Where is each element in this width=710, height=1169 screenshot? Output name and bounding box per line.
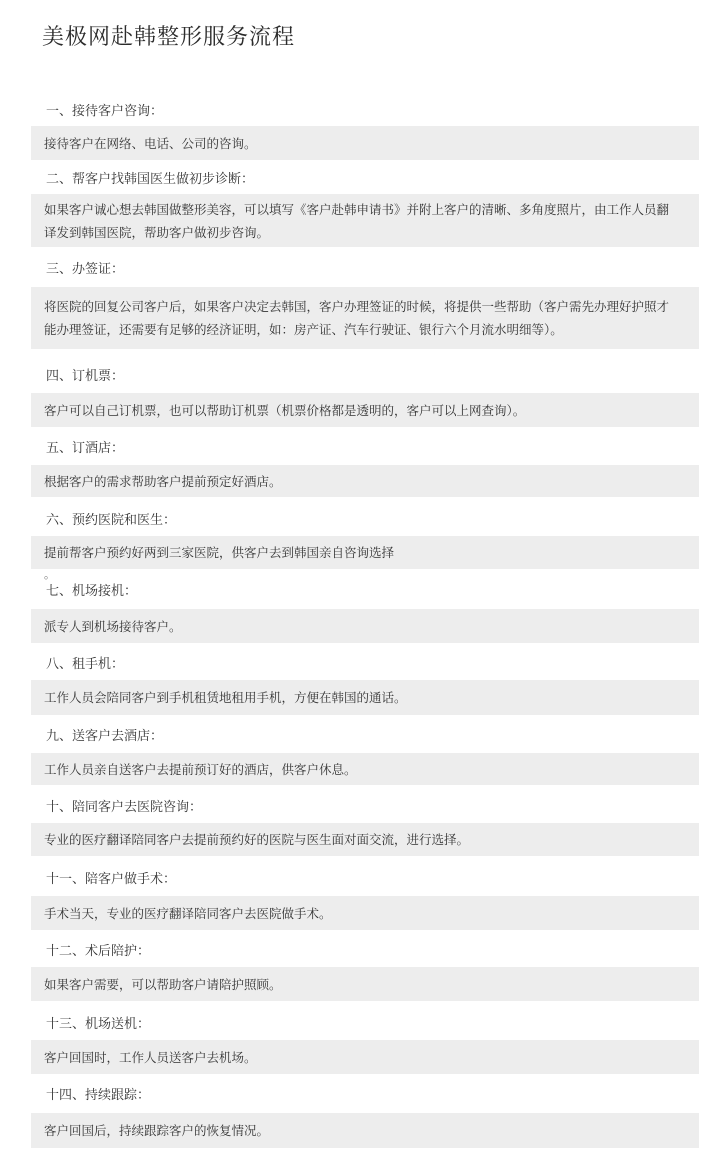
step-text-1: 接待客户在网络、电话、公司的咨询。 — [44, 135, 257, 151]
step-heading-10: 十、陪同客户去医院咨询： — [46, 800, 203, 815]
step-content-5 — [31, 465, 699, 497]
step-text-8: 工作人员会陪同客户到手机租赁地租用手机，方便在韩国的通话。 — [44, 690, 407, 705]
step-content-4 — [31, 393, 699, 427]
step-text-2: 如果客户诚心想去韩国做整形美容，可以填写《客户赴韩申请书》并附上客户的清晰、多角度照片，由工作人员翻译发到韩国医院，帮助客户做初步咨询。 — [44, 201, 670, 240]
stray-punctuation: 。 — [44, 568, 55, 581]
step-heading-2: 二、帮客户找韩国医生做初步诊断： — [46, 172, 255, 187]
step-content-12 — [31, 967, 699, 1001]
step-text-7: 派专人到机场接待客户。 — [44, 618, 182, 634]
step-heading-7: 七、机场接机： — [46, 584, 138, 599]
step-heading-4: 四、订机票： — [46, 369, 125, 384]
step-heading-13: 十三、机场送机： — [46, 1017, 151, 1032]
step-heading-5: 五、订酒店： — [46, 441, 125, 456]
step-text-9: 工作人员亲自送客户去提前预订好的酒店，供客户休息。 — [44, 761, 357, 777]
step-content-3 — [31, 287, 699, 349]
step-content-11 — [31, 896, 699, 930]
step-heading-9: 九、送客户去酒店： — [46, 729, 164, 744]
step-text-3: 将医院的回复公司客户后，如果客户决定去韩国，客户办理签证的时候，将提供一些帮助（客户需先办理好护照才能办理签证，还需要有足够的经济证明，如：房产证、汽车行驶证、银行六个月流水明细等）。 — [44, 299, 670, 337]
step-heading-3: 三、办签证： — [46, 262, 125, 277]
step-heading-12: 十二、术后陪护： — [46, 944, 151, 959]
step-text-10: 专业的医疗翻译陪同客户去提前预约好的医院与医生面对面交流，进行选择。 — [44, 832, 470, 847]
step-content-7 — [31, 609, 699, 643]
step-content-6 — [31, 536, 699, 569]
step-heading-6: 六、预约医院和医生： — [46, 513, 177, 528]
step-content-8 — [31, 680, 699, 715]
step-heading-1: 一、接待客户咨询： — [46, 104, 164, 119]
step-text-11: 手术当天，专业的医疗翻译陪同客户去医院做手术。 — [44, 905, 332, 921]
step-heading-8: 八、租手机： — [46, 657, 125, 672]
step-content-1 — [31, 126, 699, 160]
step-content-9 — [31, 753, 699, 785]
step-text-14: 客户回国后，持续跟踪客户的恢复情况。 — [44, 1123, 270, 1138]
step-text-13: 客户回国时，工作人员送客户去机场。 — [44, 1049, 257, 1065]
step-text-5: 根据客户的需求帮助客户提前预定好酒店。 — [44, 473, 282, 489]
step-content-10 — [31, 823, 699, 856]
step-text-4: 客户可以自己订机票，也可以帮助订机票（机票价格都是透明的，客户可以上网查询）。 — [44, 402, 526, 418]
step-content-14 — [31, 1113, 699, 1148]
page-title: 美极网赴韩整形服务流程 — [42, 25, 296, 50]
step-heading-11: 十一、陪客户做手术： — [46, 872, 177, 887]
step-heading-14: 十四、持续跟踪： — [46, 1088, 151, 1103]
step-text-12: 如果客户需要，可以帮助客户请陪护照顾。 — [44, 976, 282, 992]
step-content-13 — [31, 1040, 699, 1074]
step-text-6: 提前帮客户预约好两到三家医院，供客户去到韩国亲自咨询选择 — [44, 545, 395, 560]
step-content-2 — [31, 194, 699, 247]
